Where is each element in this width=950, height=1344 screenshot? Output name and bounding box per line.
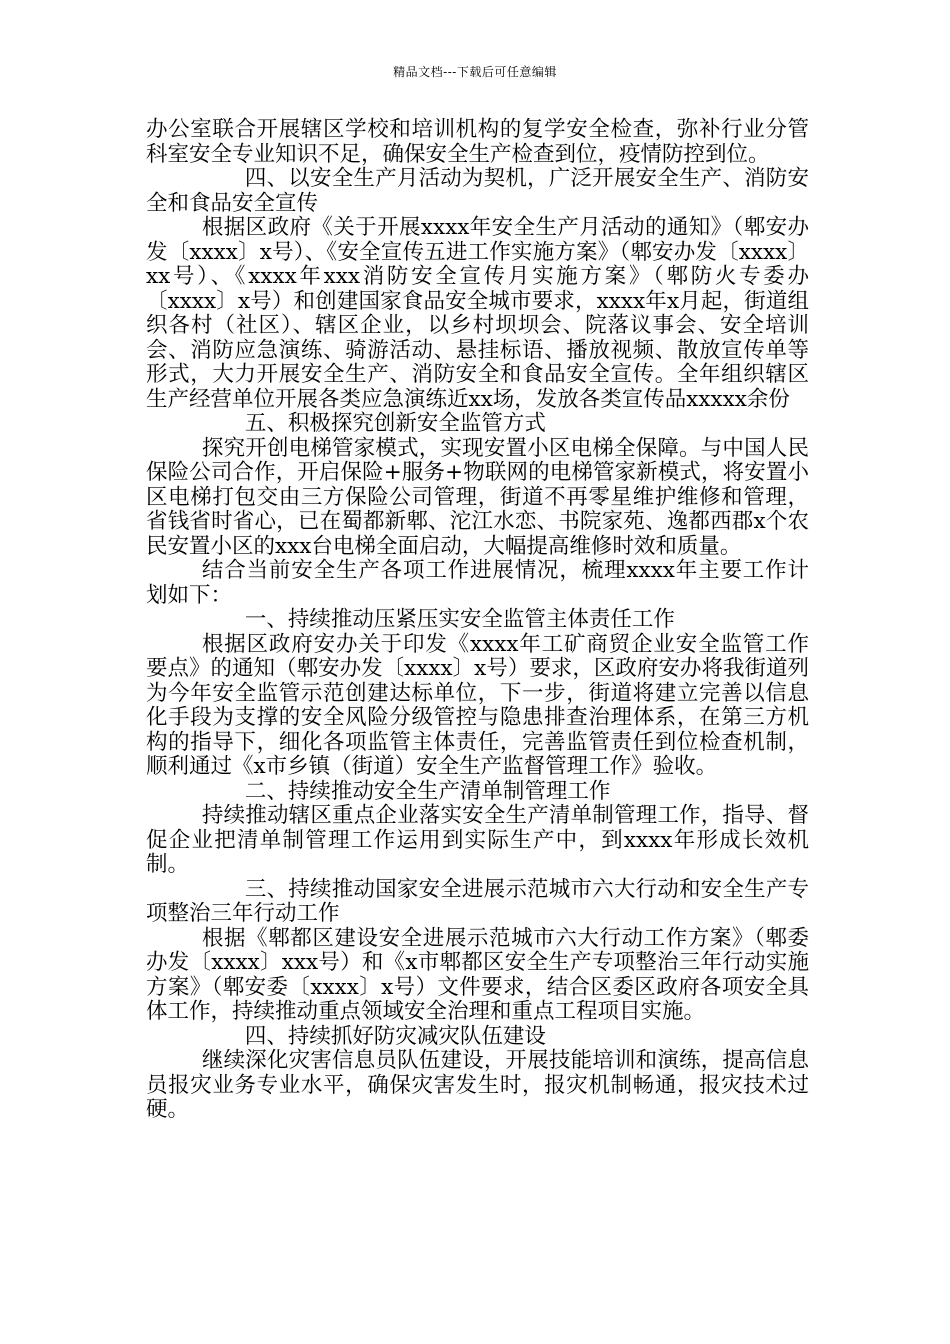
paragraph-responsibility: 根据区政府安办关于印发《xxxx年工矿商贸企业安全监管工作要点》的通知（郫安办发〔xxxx〕x号）要求，区政府安办将我街道列为今年安全监管示范创建达标单位，下一步，街道将建立完善以信息化手段为支撑的安全风险分级管控与隐患排查治理体系，在第三方机构的指导下，细化各项监管主体责任，完善监管责任到位检查机制，顺利通过《x市乡镇（街道）安全生产监督管理工作》验收。 <box>146 631 809 779</box>
plan-heading-3-demo-city: 三、持续推动国家安全进展示范城市六大行动和安全生产专项整治三年行动工作 <box>146 876 809 926</box>
paragraph-continued: 办公室联合开展辖区学校和培训机构的复学安全检查，弥补行业分管科室安全专业知识不足，确保安全生产检查到位，疫情防控到位。 <box>146 117 809 167</box>
paragraph-safety-month: 根据区政府《关于开展xxxx年安全生产月活动的通知》（郫安办发〔xxxx〕x号）、《安全宣传五进工作实施方案》（郫安办发〔xxxx〕xx号）、《xxxx年xxx消防安全宣传月实施方案》（郫防火专委办〔xxxx〕x号）和创建国家食品安全城市要求，xxxx年x月起，街道组织各村（社区）、辖区企业，以乡村坝坝会、院落议事会、安全培训会、消防应急演练、骑游活动、悬挂标语、播放视频、散放宣传单等形式，大力开展安全生产、消防安全和食品安全宣传。全年组织辖区生产经营单位开展各类应急演练近xx场，发放各类宣传品xxxxx余份 <box>146 215 809 412</box>
paragraph-work-plan-intro: 结合当前安全生产各项工作进展情况，梳理xxxx年主要工作计划如下： <box>146 558 809 608</box>
document-body <box>146 118 809 1123</box>
plan-heading-4-disaster-team: 四、持续抓好防灾减灾队伍建设 <box>244 1023 546 1049</box>
page-header: 精品文档---下载后可任意编辑 <box>393 65 557 79</box>
paragraph-checklist: 持续推动辖区重点企业落实安全生产清单制管理工作，指导、督促企业把清单制管理工作运用到实际生产中，到xxxx年形成长效机制。 <box>146 803 809 877</box>
paragraph-demo-city: 根据《郫都区建设安全进展示范城市六大行动工作方案》（郫委办发〔xxxx〕xxx号）和《x市郫都区安全生产专项整治三年行动实施方案》（郫安委〔xxxx〕x号）文件要求，结合区委区政府各项安全具体工作，持续推动重点领域安全治理和重点工程项目实施。 <box>146 925 809 1024</box>
plan-heading-2-checklist: 二、持续推动安全生产清单制管理工作 <box>244 778 611 804</box>
section-heading-5-innovation: 五、积极探究创新安全监管方式 <box>244 411 546 436</box>
paragraph-elevator-model: 探究开创电梯管家模式，实现安置小区电梯全保障。与中国人民保险公司合作，开启保险+服务+物联网的电梯管家新模式，将安置小区电梯打包交由三方保险公司管理，街道不再零星维护维修和管理，省钱省时省心，已在蜀都新郫、沱江水恋、书院家苑、逸都西郡x个农民安置小区的xxx台电梯全面启动，大幅提高维修时效和质量。 <box>146 435 809 559</box>
section-heading-4-publicity: 四、以安全生产月活动为契机，广泛开展安全生产、消防安全和食品安全宣传 <box>146 166 809 216</box>
paragraph-disaster-team: 继续深化灾害信息员队伍建设，开展技能培训和演练，提高信息员报灾业务专业水平，确保灾害发生时，报灾机制畅通，报灾技术过硬。 <box>146 1048 809 1122</box>
plan-heading-1-responsibility: 一、持续推动压紧压实安全监管主体责任工作 <box>244 607 675 632</box>
